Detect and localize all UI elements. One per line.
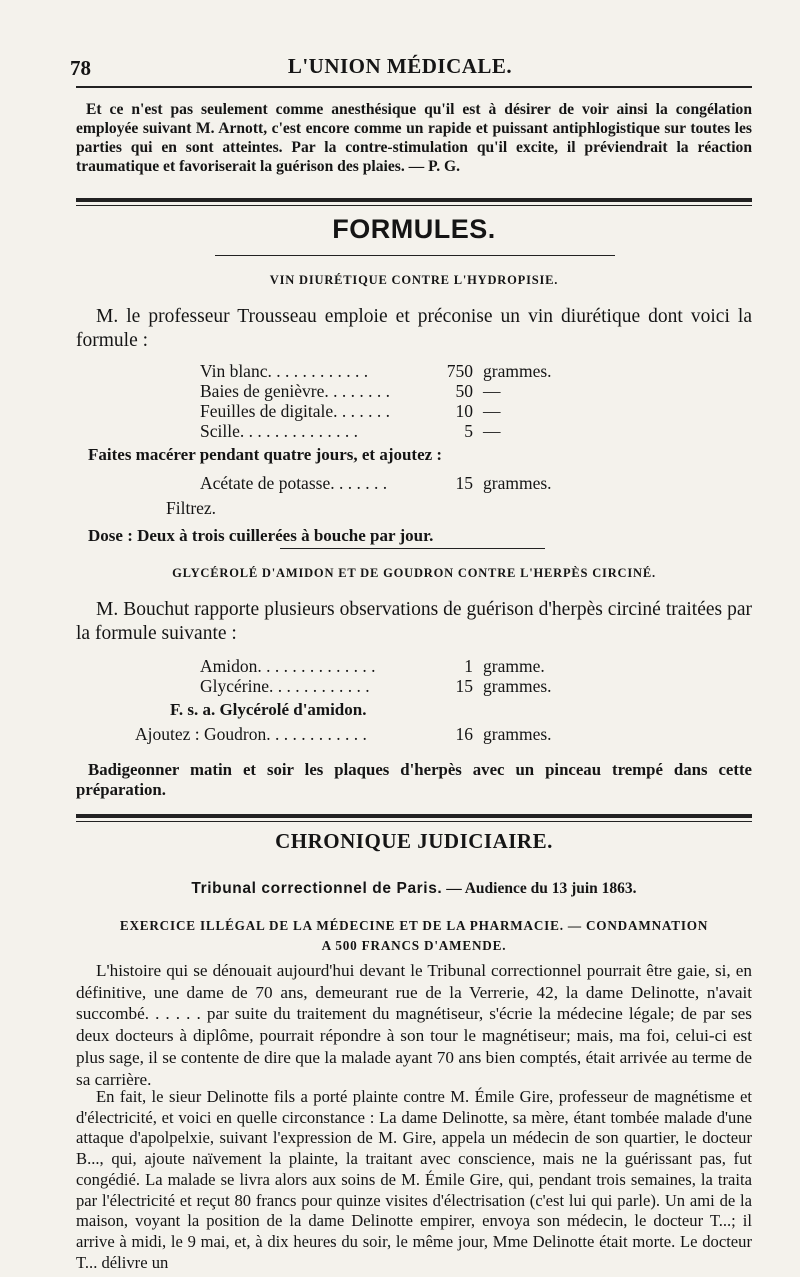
ingredient-quantity: 15 — [455, 676, 473, 696]
chronique-para1: L'histoire qui se dénouait aujourd'hui devant le Tribunal correctionnel pourrait être gaie, si, en définitive, une dame de 70 ans, demeurant rue de la Verrerie, 42, la dame Delinotte, n'avait succombé. . . . . . par suite du traitement du magnétiseur, s'écrie la médecine légale; de par ses deux docteurs à diplôme, pourrait répondre à son tour le magnétiseur; mais, ma foi, celui-ci est plus sage, il se contente de dire que la malade ayant 70 ans bien comptés, était arrivée au terme de sa carrière. — [76, 961, 752, 1089]
ingredient-name: Ajoutez : Goudron. . . . . . . . . . . . — [135, 724, 367, 744]
recipe2-ingredient-list — [200, 656, 552, 696]
recipe2-intro-block — [76, 598, 752, 646]
ingredient-row — [200, 421, 552, 441]
ingredient-quantity: 50 — [455, 381, 473, 401]
recipe-separator-rule — [280, 548, 545, 549]
ingredient-row — [200, 473, 552, 493]
ingredient-quantity: 16 — [455, 724, 473, 744]
hearing-line — [76, 880, 752, 898]
ingredient-unit: — — [483, 421, 501, 441]
ingredient-row — [200, 676, 552, 696]
ingredient-name: Vin blanc. . . . . . . . . . . . — [200, 361, 369, 381]
recipe1-intro-block — [76, 305, 752, 353]
chronique-para1-block — [76, 960, 752, 1090]
section-rule-thick — [76, 814, 752, 818]
header-rule — [76, 86, 752, 88]
intro-paragraph: Et ce n'est pas seulement comme anesthésique qu'il est à désirer de voir ainsi la congélation employée suivant M. Arnott, c'est encore comme un rapide et puissant antiphlogistique sur toutes les parties qui en sont atteintes. Par la contre-stimulation qu'il excite, il préviendrait la réaction traumatique et favoriserait la guérison des plaies. — P. G. — [76, 101, 752, 175]
section-rule-thick — [76, 198, 752, 202]
ingredient-unit: gramme. — [483, 656, 545, 676]
recipe2-addition — [135, 724, 552, 744]
ingredient-quantity: 5 — [464, 421, 473, 441]
recipe1-addition — [200, 473, 552, 493]
recipe2-usage: Badigeonner matin et soir les plaques d'herpès avec un pinceau trempé dans cette préparation. — [76, 760, 752, 799]
ingredient-unit: grammes. — [483, 724, 552, 744]
ingredient-unit: grammes. — [483, 361, 552, 381]
chronique-para2-block — [76, 1087, 752, 1273]
ingredient-unit: — — [483, 401, 501, 421]
running-head: L'UNION MÉDICALE. — [287, 54, 513, 78]
ingredient-quantity: 1 — [464, 656, 473, 676]
ingredient-row — [200, 656, 552, 676]
ingredient-unit: grammes. — [483, 473, 552, 493]
court-name: Tribunal correctionnel de Paris. — [191, 880, 443, 897]
ingredient-row — [200, 381, 552, 401]
recipe1-filter: Filtrez. — [166, 498, 217, 518]
recipe1-intro: M. le professeur Trousseau emploie et préconise un vin diurétique dont voici la formule : — [76, 306, 752, 351]
ingredient-quantity: 750 — [446, 361, 473, 381]
hearing-date: — Audience du 13 juin 1863. — [446, 880, 637, 897]
recipe2-intro: M. Bouchut rapporte plusieurs observations de guérison d'herpès circiné traitées par la formule suivante : — [76, 599, 752, 644]
ingredient-name: Baies de genièvre. . . . . . . . — [200, 381, 391, 401]
recipe1-instruction: Faites macérer pendant quatre jours, et ajoutez : — [88, 445, 443, 464]
ingredient-unit: — — [483, 381, 501, 401]
case-title-line2: A 500 FRANCS D'AMENDE. — [321, 938, 507, 953]
intro-paragraph-block — [76, 100, 752, 176]
ingredient-quantity: 15 — [455, 473, 473, 493]
ingredient-row — [200, 361, 552, 381]
recipe2-usage-block — [76, 760, 752, 800]
recipe1-dose: Dose : Deux à trois cuillerées à bouche par jour. — [88, 526, 434, 545]
recipe2-fsa: F. s. a. Glycérolé d'amidon. — [170, 700, 367, 719]
chronique-para2: En fait, le sieur Delinotte fils a porté plainte contre M. Émile Gire, professeur de magnétisme et d'électricité, et voici en quelle circonstance : La dame Delinotte, sa mère, étant tombée malade d'une attaque d'apolpelxie, suivant l'expression de M. Gire, appela un médecin de son quartier, le docteur B..., qui, ajoute naïvement la plainte, la traitant avec conscience, mais ne la guérissant pas, fut congédié. La malade se livra alors aux soins de M. Émile Gire, qui, pendant trois semaines, la traita par l'électricité et reçut 80 francs pour quinze visites d'électrisation (c'est lui qui parle). Un ami de la maison, voyant la position de la dame Delinotte empirer, envoya son médecin, le docteur T...; il arrive à midi, le 9 mai, et, à dix heures du soir, le même jour, Mme Delinotte était morte. Le docteur T... délivre un — [76, 1087, 752, 1272]
ingredient-name: Glycérine. . . . . . . . . . . . — [200, 676, 370, 696]
ingredient-name: Acétate de potasse. . . . . . . — [200, 473, 388, 493]
recipe1-title: VIN DIURÉTIQUE CONTRE L'HYDROPISIE. — [269, 273, 559, 287]
formules-title: FORMULES. — [332, 214, 496, 244]
formules-underline — [215, 255, 615, 256]
ingredient-unit: grammes. — [483, 676, 552, 696]
ingredient-name: Amidon. . . . . . . . . . . . . . — [200, 656, 376, 676]
case-title-line1: EXERCICE ILLÉGAL DE LA MÉDECINE ET DE LA PHARMACIE. — CONDAMNATION — [119, 918, 709, 933]
section-rule-thin — [76, 205, 752, 206]
ingredient-name: Scille. . . . . . . . . . . . . . — [200, 421, 358, 441]
page-number: 78 — [70, 56, 91, 80]
section-rule-thin — [76, 821, 752, 822]
recipe2-title: GLYCÉROLÉ D'AMIDON ET DE GOUDRON CONTRE L'HERPÈS CIRCINÉ. — [172, 566, 656, 580]
chronique-title: CHRONIQUE JUDICIAIRE. — [275, 829, 553, 853]
ingredient-quantity: 10 — [455, 401, 473, 421]
ingredient-row — [200, 401, 552, 421]
ingredient-name: Feuilles de digitale. . . . . . . — [200, 401, 391, 421]
recipe1-ingredient-list — [200, 361, 552, 441]
ingredient-row — [135, 724, 552, 744]
